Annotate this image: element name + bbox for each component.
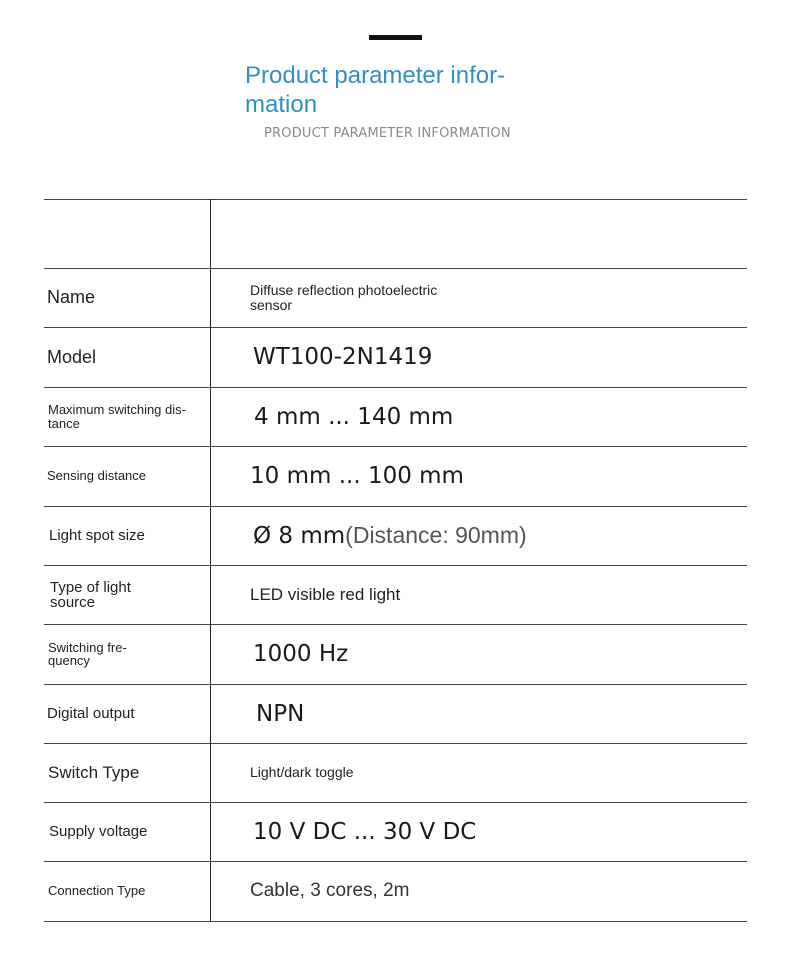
table-row-label: Maximum switching dis- tance (48, 401, 186, 431)
table-row-value: LED visible red light (250, 584, 401, 604)
table-row-label: Sensing distance (47, 468, 147, 483)
table-row-label: Digital output (47, 705, 135, 722)
table-row-value: Diffuse reflection photoelectric sensor (250, 281, 438, 313)
table-row-label: Type of light source (50, 578, 131, 611)
table-row-label: Supply voltage (49, 823, 148, 840)
table-divider (44, 199, 747, 200)
decorative-bar (369, 35, 422, 40)
table-row-value: Cable, 3 cores, 2m (250, 880, 410, 901)
light-spot-size-value: Ø 8 mm (253, 522, 346, 549)
column-divider (210, 199, 211, 922)
table-row-label: Model (47, 346, 97, 367)
light-spot-distance-note: (Distance: 90mm) (345, 522, 527, 548)
table-row-value: NPN (256, 700, 305, 727)
table-row-label: Light spot size (49, 527, 145, 544)
table-row-value: 10 V DC ... 30 V DC (253, 818, 477, 845)
page-subtitle: PRODUCT PARAMETER INFORMATION (264, 126, 511, 141)
table-row-value: Light/dark toggle (250, 764, 354, 780)
table-row-label: Switch Type (48, 762, 140, 782)
table-row-value: 1000 Hz (253, 641, 349, 667)
page-title: Product parameter infor- mation (245, 62, 506, 118)
table-row-value: WT100-2N1419 (253, 344, 433, 370)
table-row-value: 4 mm ... 140 mm (254, 403, 454, 430)
table-row-value: 10 mm ... 100 mm (250, 463, 464, 489)
table-row-label: Connection Type (48, 883, 146, 898)
table-row-label: Switching fre- quency (48, 640, 127, 668)
table-divider (44, 921, 747, 922)
table-row-value (253, 506, 743, 565)
parameter-table (44, 199, 747, 922)
table-row-label: Name (47, 287, 96, 307)
